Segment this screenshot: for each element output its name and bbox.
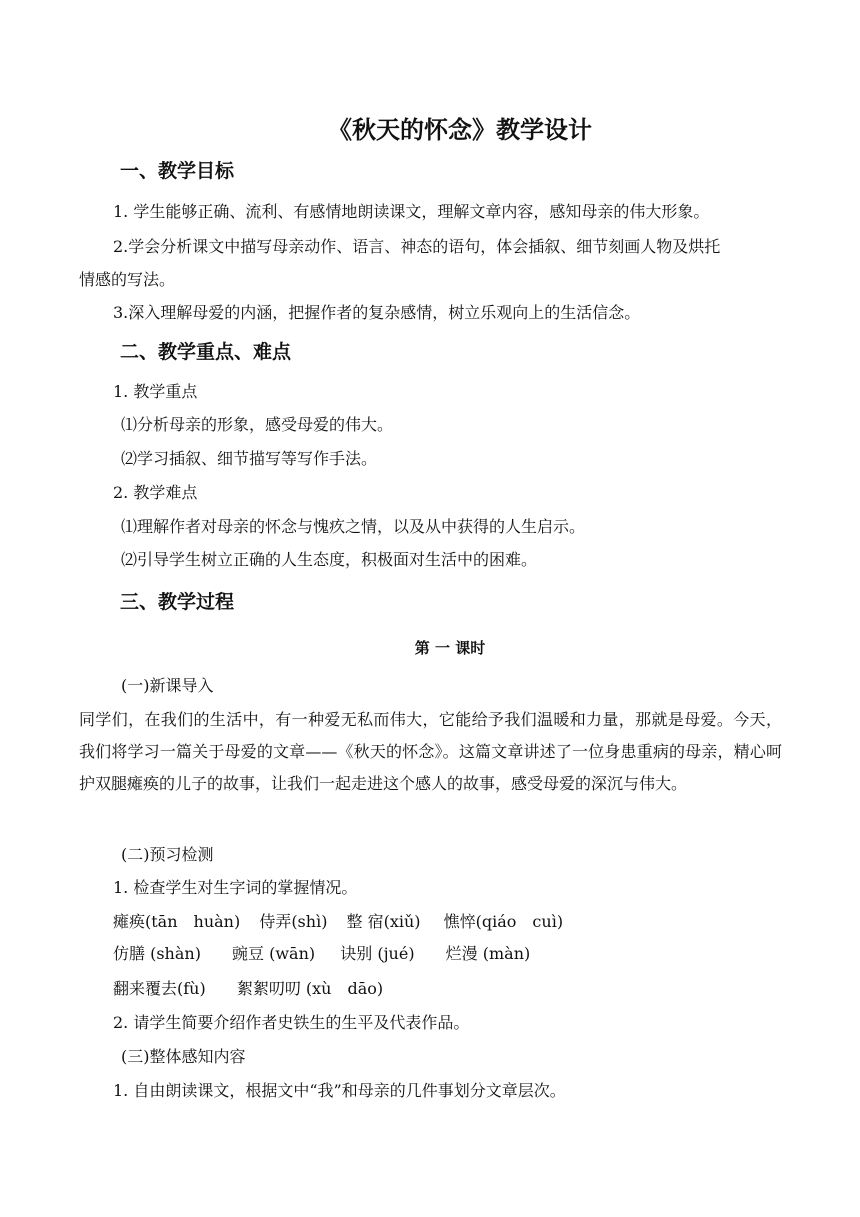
whole-reading-heading: (三)整体感知内容 [121,1047,246,1066]
preview-item-2: 2. 请学生简要介绍作者史铁生的生平及代表作品。 [113,1013,470,1032]
section-heading-key-points: 二、教学重点、难点 [120,341,292,363]
intro-paragraph: 同学们，在我们的生活中，有一种爱无私而伟大，它能给予我们温暖和力量，那就是母爱。今天，我们将学习一篇关于母爱的文章——《秋天的怀念》。这篇文章讲述了一位身患重病的母亲，精心呵护双腿瘫痪的儿子的故事，让我们一起走进这个感人的故事，感受母爱的深沉与伟大。 [79,710,782,793]
vocab-word: 憔悴(qiáo cuì) [443,912,564,931]
lesson-heading: 第 一 课时 [414,639,486,657]
vocab-row-3 [113,979,397,999]
vocab-word: 絮絮叨叨 (xù dāo) [236,979,384,998]
vocab-word: 烂漫 (màn) [445,944,531,963]
key-points-heading: 1. 教学重点 [113,382,198,401]
vocab-row-2 [113,944,544,964]
vocab-word: 瘫痪(tān huàn) [113,912,241,931]
goal-3: 3.深入理解母爱的内涵，把握作者的复杂感情，树立乐观向上的生活信念。 [113,303,641,322]
vocab-word: 豌豆 (wān) [232,944,316,963]
difficult-point-1: ⑴理解作者对母亲的怀念与愧疚之情，以及从中获得的人生启示。 [121,517,586,536]
preview-item-1: 1. 检查学生对生字词的掌握情况。 [113,878,358,897]
key-point-1: ⑴分析母亲的形象，感受母爱的伟大。 [121,415,394,434]
goal-2-line-1: 2.学会分析课文中描写母亲动作、语言、神态的语句，体会插叙、细节刻画人物及烘托 [113,237,721,256]
section-heading-process: 三、教学过程 [120,591,235,613]
goal-1: 1. 学生能够正确、流利、有感情地朗读课文，理解文章内容，感知母亲的伟大形象。 [113,202,710,221]
difficult-points-heading: 2. 教学难点 [113,483,198,502]
vocab-word: 侍弄(shì) [259,912,328,931]
vocab-word: 整 宿(xiǔ) [346,912,421,931]
preview-heading: (二)预习检测 [121,845,214,864]
vocab-word: 诀别 (jué) [340,944,415,963]
vocab-row-1 [113,912,577,932]
key-point-2: ⑵学习插叙、细节描写等写作手法。 [121,449,378,468]
vocab-word: 翻来覆去(fù) [113,979,206,998]
section-heading-goals: 一、教学目标 [120,160,235,182]
document-title: 《秋天的怀念》教学设计 [328,116,592,144]
intro-heading: (一)新课导入 [121,676,214,695]
whole-reading-item-1: 1. 自由朗读课文，根据文中“我”和母亲的几件事划分文章层次。 [113,1081,566,1100]
goal-2-line-2: 情感的写法。 [79,270,176,289]
vocab-word: 仿膳 (shàn) [113,944,201,963]
difficult-point-2: ⑵引导学生树立正确的人生态度，积极面对生活中的困难。 [121,550,538,569]
